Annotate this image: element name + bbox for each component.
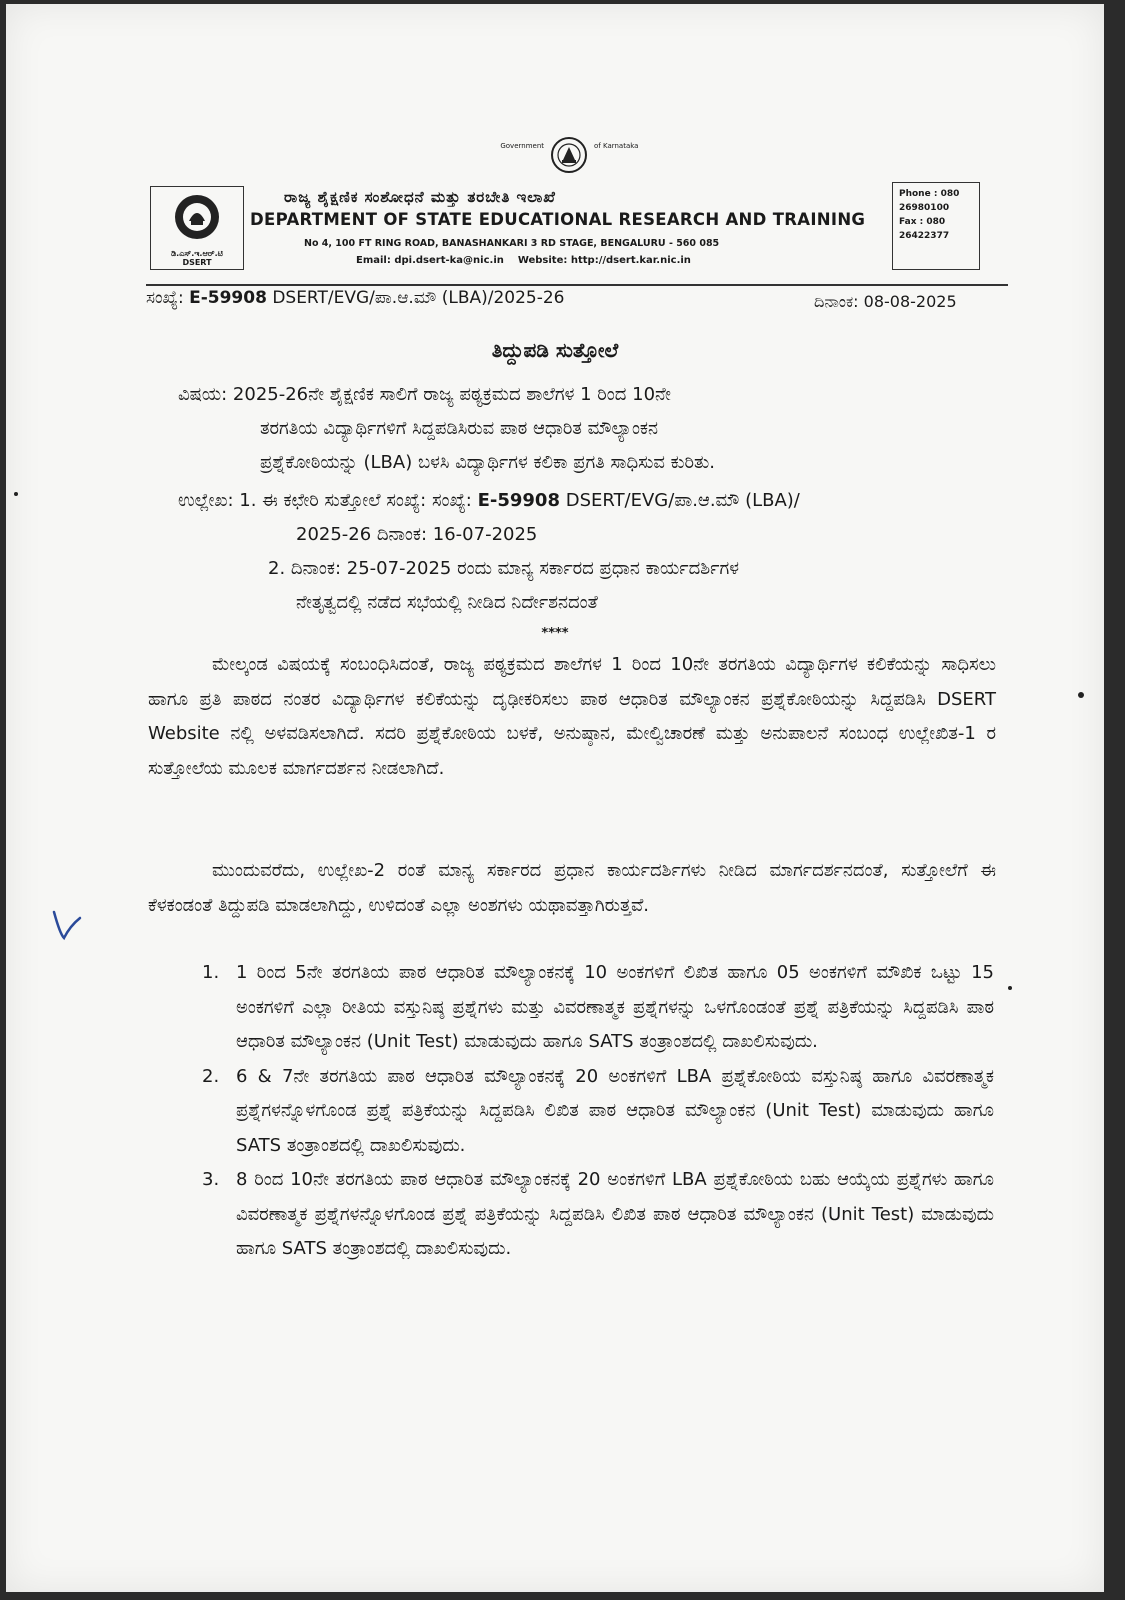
body-paragraph-2: ಮುಂದುವರೆದು, ಉಲ್ಲೇಖ-2 ರಂತೆ ಮಾನ್ಯ ಸರ್ಕಾರದ ಪ್ರಧಾನ ಕಾರ್ಯದರ್ಶಿಗಳು ನೀಡಿದ ಮಾರ್ಗದರ್ಶನದಂತೆ, ಸುತ್ತೋಲೆಗೆ ಈ ಕೆಳಕಂಡಂತೆ ತಿದ್ದುಪಡಿ ಮಾಡಲಾಗಿದ್ದು, ಉಳಿದಂತೆ ಎಲ್ಲಾ ಅಂಶಗಳು ಯಥಾವತ್ತಾಗಿರುತ್ತವೆ. [148,860,996,916]
department-name-english: DEPARTMENT OF STATE EDUCATIONAL RESEARCH AND TRAINING [250,210,866,229]
document-page [6,4,1104,1592]
reference-1-line-1: ಉಲ್ಲೇಖ: 1. ಈ ಕಛೇರಿ ಸುತ್ತೋಲೆ ಸಂಖ್ಯೆ: ಸಂಖ್ಯೆ: E-59908 DSERT/EVG/ಪಾ.ಆ.ಮೌ (LBA)/ [178,490,800,511]
email-link[interactable]: dpi.dsert-ka@nic.in [394,255,504,266]
department-name-kannada: ರಾಜ್ಯ ಶೈಕ್ಷಣಿಕ ಸಂಶೋಧನೆ ಮತ್ತು ತರಬೇತಿ ಇಲಾಖೆ [284,188,556,206]
gov-left-label: Government [500,142,544,150]
reference-2-line-1: 2. ದಿನಾಂಕ: 25-07-2025 ರಂದು ಮಾನ್ಯ ಸರ್ಕಾರದ ಪ್ರಧಾನ ಕಾರ್ಯದರ್ಶಿಗಳ [268,558,739,579]
subject-line-2: ತರಗತಿಯ ವಿದ್ಯಾರ್ಥಿಗಳಿಗೆ ಸಿದ್ದಪಡಿಸಿರುವ ಪಾಠ ಆಧಾರಿತ ಮೌಲ್ಯಾಂಕನ [260,418,659,439]
government-emblem-strip [454,132,694,180]
list-item: 3. 8 ರಿಂದ 10ನೇ ತರಗತಿಯ ಪಾಠ ಆಧಾರಿತ ಮೌಲ್ಯಾಂಕನಕ್ಕೆ 20 ಅಂಕಗಳಿಗೆ LBA ಪ್ರಶ್ನೆಕೋಠಿಯ ಬಹು ಆಯ್ಕೆಯ ಪ್ರಶ್ನೆಗಳು ಹಾಗೂ ವಿವರಣಾತ್ಮಕ ಪ್ರಶ್ನೆಗಳನ್ನೊಳಗೊಂಡ ಪ್ರಶ್ನೆ ಪತ್ರಿಕೆಯನ್ನು ಸಿದ್ದಪಡಿಸಿ ಲಿಖಿತ ಪಾಠ ಆಧಾರಿತ ಮೌಲ್ಯಾಂಕನ (Unit Test) ಮಾಡುವುದು ಹಾಗೂ SATS ತಂತ್ರಾಂಶದಲ್ಲಿ ದಾಖಲಿಸುವುದು. [202,1169,994,1259]
amendment-points-list [202,956,994,1267]
document-date: ದಿನಾಂಕ: 08-08-2025 [814,292,957,311]
logo-caption: ಡಿ.ಎಸ್.ಇ.ಆರ್.ಟಿ DSERT [171,249,223,267]
karnataka-emblem-icon [550,136,588,174]
list-item: 2. 6 & 7ನೇ ತರಗತಿಯ ಪಾಠ ಆಧಾರಿತ ಮೌಲ್ಯಾಂಕನಕ್ಕೆ 20 ಅಂಕಗಳಿಗೆ LBA ಪ್ರಶ್ನೆಕೋಠಿಯ ವಸ್ತುನಿಷ್ಠ ಹಾಗೂ ವಿವರಣಾತ್ಮಕ ಪ್ರಶ್ನೆಗಳನ್ನೊಳಗೊಂಡ ಪ್ರಶ್ನೆ ಪತ್ರಿಕೆಯನ್ನು ಸಿದ್ದಪಡಿಸಿ ಲಿಖಿತ ಪಾಠ ಆಧಾರಿತ ಮೌಲ್ಯಾಂಕನ (Unit Test) ಮಾಡುವುದು ಹಾಗೂ SATS ತಂತ್ರಾಂಶದಲ್ಲಿ ದಾಖಲಿಸುವುದು. [202,1065,994,1156]
body-paragraph-1: ಮೇಲ್ಕಂಡ ವಿಷಯಕ್ಕೆ ಸಂಬಂಧಿಸಿದಂತೆ, ರಾಜ್ಯ ಪಠ್ಯಕ್ರಮದ ಶಾಲೆಗಳ 1 ರಿಂದ 10ನೇ ತರಗತಿಯ ವಿದ್ಯಾರ್ಥಿಗಳ ಕಲಿಕೆಯನ್ನು ಸಾಧಿಸಲು ಹಾಗೂ ಪ್ರತಿ ಪಾಠದ ನಂತರ ವಿದ್ಯಾರ್ಥಿಗಳ ಕಲಿಕೆಯನ್ನು ದೃಢೀಕರಿಸಲು ಪಾಠ ಆಧಾರಿತ ಮೌಲ್ಯಾಂಕನ ಪ್ರಶ್ನೆಕೋಠಿಯನ್ನು ಸಿದ್ದಪಡಿಸಿ DSERT Website ನಲ್ಲಿ ಅಳವಡಿಸಲಾಗಿದೆ. ಸದರಿ ಪ್ರಶ್ನೆಕೋಠಿಯ ಬಳಕೆ, ಅನುಷ್ಠಾನ, ಮೇಲ್ವಿಚಾರಣೆ ಮತ್ತು ಅನುಪಾಲನೆ ಸಂಬಂಧ ಉಲ್ಲೇಖಿತ-1 ರ ಸುತ್ತೋಲೆಯ ಮೂಲಕ ಮಾರ್ಗದರ್ಶನ ನೀಡಲಾಗಿದೆ. [148,654,996,779]
website-link[interactable]: http://dsert.kar.nic.in [570,255,691,266]
paper-speck [1008,986,1012,990]
dsert-logo-icon [171,191,223,245]
reference-number: ಸಂಖ್ಯೆ: E-59908 DSERT/EVG/ಪಾ.ಆ.ಮೌ (LBA)/2025-26 [146,288,565,308]
subject-line-1: ವಿಷಯ: 2025-26ನೇ ಶೈಕ್ಷಣಿಕ ಸಾಲಿಗೆ ರಾಜ್ಯ ಪಠ್ಯಕ್ರಮದ ಶಾಲೆಗಳ 1 ರಿಂದ 10ನೇ [178,384,671,405]
phone-fax-box: Phone : 080 26980100 Fax : 080 26422377 [892,182,980,270]
section-separator: **** [541,626,569,641]
reference-1-line-2: 2025-26 ದಿನಾಂಕ: 16-07-2025 [296,524,538,545]
list-item: 1. 1 ರಿಂದ 5ನೇ ತರಗತಿಯ ಪಾಠ ಆಧಾರಿತ ಮೌಲ್ಯಾಂಕನಕ್ಕೆ 10 ಅಂಕಗಳಿಗೆ ಲಿಖಿತ ಹಾಗೂ 05 ಅಂಕಗಳಿಗೆ ಮೌಖಿಕ ಒಟ್ಟು 15 ಅಂಕಗಳಿಗೆ ಎಲ್ಲಾ ರೀತಿಯ ವಸ್ತುನಿಷ್ಠ ಪ್ರಶ್ನೆಗಳು ಮತ್ತು ವಿವರಣಾತ್ಮಕ ಪ್ರಶ್ನೆಗಳನ್ನು ಒಳಗೊಂಡಂತೆ ಪ್ರಶ್ನೆ ಪತ್ರಿಕೆಯನ್ನು ಸಿದ್ದಪಡಿಸಿ ಪಾಠ ಆಧಾರಿತ ಮೌಲ್ಯಾಂಕನ (Unit Test) ಮಾಡುವುದು ಹಾಗೂ SATS ತಂತ್ರಾಂಶದಲ್ಲಿ ದಾಖಲಿಸುವುದು. [202,962,994,1052]
letterhead-divider [146,284,1008,286]
gov-right-label: of Karnataka [594,142,639,150]
handwritten-tick-icon [52,908,82,942]
dsert-logo [150,186,244,270]
subject-line-3: ಪ್ರಶ್ನೆಕೋಠಿಯನ್ನು (LBA) ಬಳಸಿ ವಿದ್ಯಾರ್ಥಿಗಳ ಕಲಿಕಾ ಪ್ರಗತಿ ಸಾಧಿಸುವ ಕುರಿತು. [260,452,715,473]
reference-2-line-2: ನೇತೃತ್ವದಲ್ಲಿ ನಡೆದ ಸಭೆಯಲ್ಲಿ ನೀಡಿದ ನಿರ್ದೇಶನದಂತೆ [296,592,598,613]
page-title: ತಿದ್ದುಪಡಿ ಸುತ್ತೋಲೆ [491,338,619,362]
department-contact: Email: dpi.dsert-ka@nic.in Website: http://dsert.kar.nic.in [356,255,691,266]
paper-speck [1078,692,1084,698]
department-address: No 4, 100 FT RING ROAD, BANASHANKARI 3 RD STAGE, BENGALURU - 560 085 [304,238,720,249]
letterhead [146,180,1006,280]
paper-speck [14,492,18,496]
